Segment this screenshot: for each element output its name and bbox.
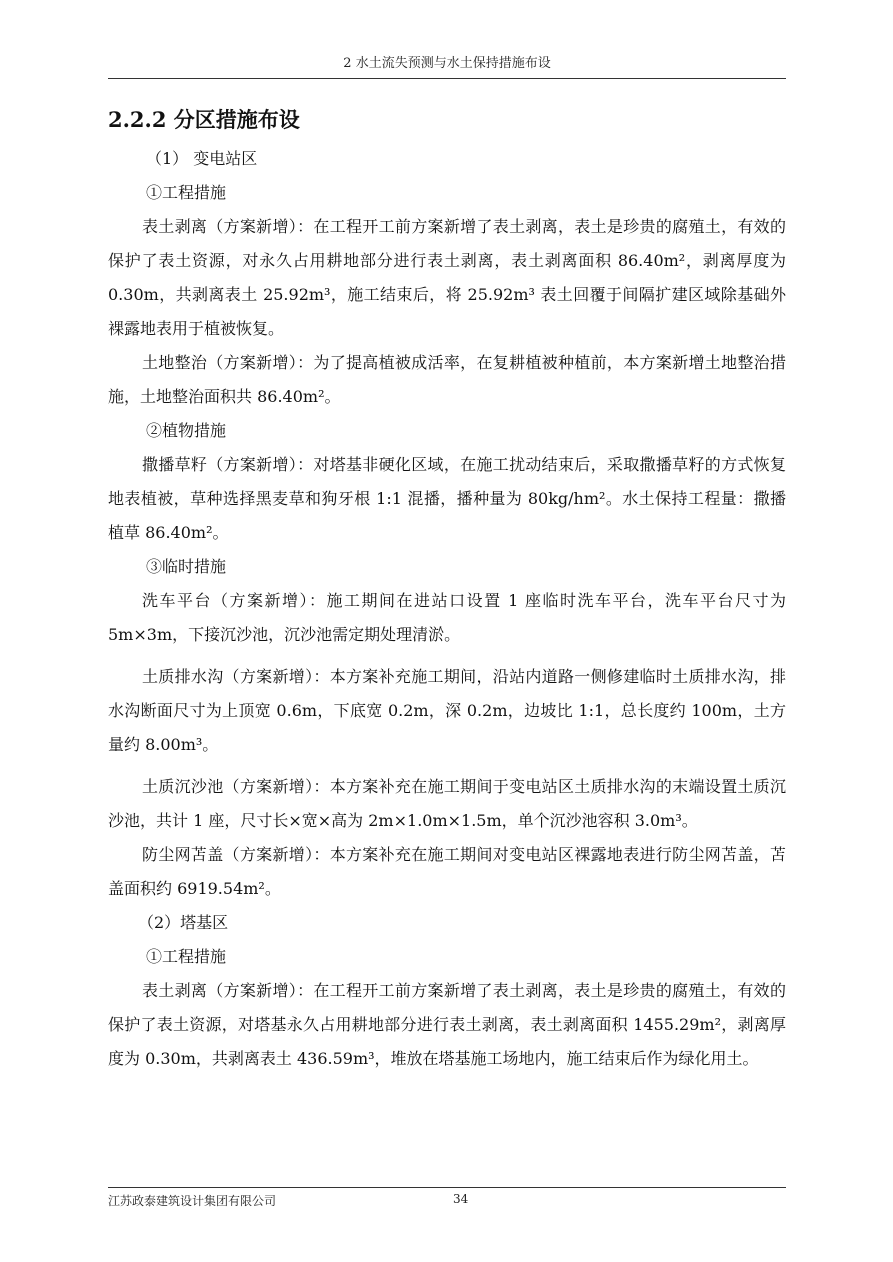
zone2-title: （2）塔基区 [138,913,229,932]
footer-divider [108,1187,786,1188]
page-body [108,104,786,1076]
zone1-temporary-paragraph-3: 土质沉沙池（方案新增）：本方案补充在施工期间于变电站区土质排水沟的末端设置土质沉沙池，共计 1 座，尺寸长×宽×高为 2m×1.0m×1.5m，单个沉沙池容积 3.0m³。 [108,777,786,830]
footer-company: 江苏政泰建筑设计集团有限公司 [108,1194,277,1208]
section-heading: 2.2.2 分区措施布设 [108,107,300,132]
zone1-plant-paragraph-1: 撒播草籽（方案新增）：对塔基非硬化区域，在施工扰动结束后，采取撒播草籽的方式恢复地表植被，草种选择黑麦草和狗牙根 1:1 混播，播种量为 80kg/hm²。水土保持工程量：撒播植草 86.40m²。 [108,455,786,542]
page-header: 2 水土流失预测与水土保持措施布设 [343,56,551,71]
page-number: 34 [453,1192,469,1206]
zone2-engineering-title: ①工程措施 [146,947,227,966]
zone1-temporary-paragraph-4: 防尘网苫盖（方案新增）：本方案补充在施工期间对变电站区裸露地表进行防尘网苫盖，苫盖面积约 6919.54m²。 [108,845,786,898]
spacer [108,652,786,660]
zone1-temporary-title: ③临时措施 [146,557,227,576]
zone1-title: （1） 变电站区 [146,149,258,168]
zone1-temporary-paragraph-2: 土质排水沟（方案新增）：本方案补充施工期间，沿站内道路一侧修建临时土质排水沟，排水沟断面尺寸为上顶宽 0.6m，下底宽 0.2m，深 0.2m，边坡比 1:1，总长度约 100m，土方量约 8.00m³。 [108,667,786,754]
header-divider [108,78,786,79]
zone1-engineering-title: ①工程措施 [146,183,227,202]
spacer [108,762,786,770]
zone1-temporary-paragraph-1: 洗车平台（方案新增）：施工期间在进站口设置 1 座临时洗车平台，洗车平台尺寸为 5m×3m，下接沉沙池，沉沙池需定期处理清淤。 [108,591,786,644]
zone1-engineering-paragraph-2: 土地整治（方案新增）：为了提高植被成活率，在复耕植被种植前，本方案新增土地整治措施，土地整治面积共 86.40m²。 [108,353,786,406]
zone1-engineering-paragraph-1: 表土剥离（方案新增）：在工程开工前方案新增了表土剥离，表土是珍贵的腐殖土，有效的保护了表土资源，对永久占用耕地部分进行表土剥离，表土剥离面积 86.40m²，剥离厚度为 0.30m，共剥离表土 25.92m³，施工结束后，将 25.92m³ 表土回覆于间隔扩建区域除基础外裸露地表用于植被恢复。 [108,217,786,338]
zone2-engineering-paragraph-1: 表土剥离（方案新增）：在工程开工前方案新增了表土剥离，表土是珍贵的腐殖土，有效的保护了表土资源，对塔基永久占用耕地部分进行表土剥离，表土剥离面积 1455.29m²，剥离厚度为 0.30m，共剥离表土 436.59m³，堆放在塔基施工场地内，施工结束后作为绿化用土。 [108,981,786,1068]
zone1-plant-title: ②植物措施 [146,421,227,440]
